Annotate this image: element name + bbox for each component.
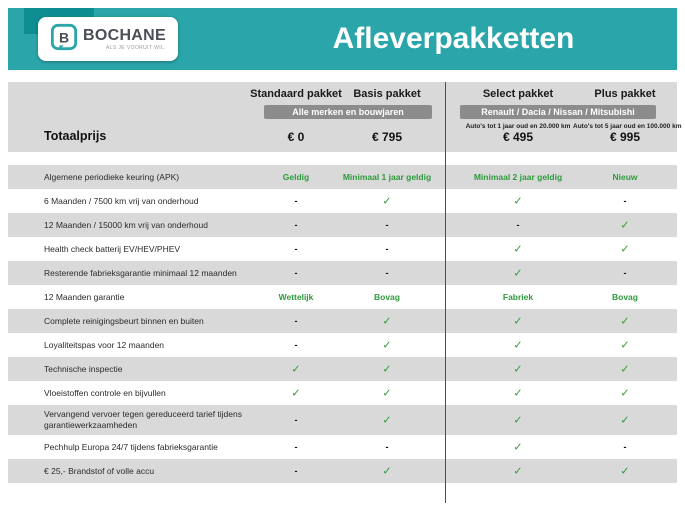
- column-header-select: Select pakket: [482, 88, 554, 100]
- check-icon: ✓: [382, 315, 392, 328]
- check-icon: ✓: [382, 339, 392, 352]
- feature-text-value: Nieuw: [612, 172, 638, 182]
- svg-text:B: B: [58, 29, 70, 46]
- check-icon: ✓: [620, 315, 630, 328]
- header-banner: [8, 8, 677, 70]
- feature-row: [8, 237, 677, 261]
- check-icon: ✓: [291, 387, 301, 400]
- dash-value: -: [294, 316, 298, 326]
- feature-label: 12 Maanden / 15000 km vrij van onderhoud: [44, 219, 208, 230]
- feature-label: Resterende fabrieksgarantie minimaal 12 maanden: [44, 267, 237, 278]
- dash-value: -: [294, 442, 298, 452]
- check-icon: ✓: [513, 339, 523, 352]
- column-header-basis: Basis pakket: [353, 88, 421, 100]
- check-icon: ✓: [620, 387, 630, 400]
- column-divider: [445, 82, 446, 503]
- check-icon: ✓: [382, 465, 392, 478]
- check-icon: ✓: [291, 363, 301, 376]
- table-header: [8, 82, 682, 152]
- dash-value: -: [385, 220, 389, 230]
- check-icon: ✓: [620, 339, 630, 352]
- dash-value: -: [294, 340, 298, 350]
- dash-value: -: [294, 268, 298, 278]
- logo-tagline: ALS JE VOORUIT WIL.: [105, 44, 166, 51]
- dash-value: -: [294, 466, 298, 476]
- check-icon: ✓: [513, 441, 523, 454]
- badge-alle-merken: Alle merken en bouwjaren: [264, 105, 432, 119]
- feature-label: Algemene periodieke keuring (APK): [44, 171, 180, 182]
- feature-text-value: Geldig: [282, 172, 310, 182]
- dash-value: -: [294, 415, 298, 425]
- dash-value: -: [623, 268, 627, 278]
- dash-value: -: [516, 220, 520, 230]
- check-icon: ✓: [513, 315, 523, 328]
- note-plus: Auto's tot 5 jaar oud en 100.000 km: [573, 123, 682, 130]
- check-icon: ✓: [513, 243, 523, 256]
- feature-row: [8, 261, 677, 285]
- feature-row: [8, 381, 677, 405]
- feature-label: Technische inspectie: [44, 363, 123, 374]
- check-icon: ✓: [513, 414, 523, 427]
- feature-text-value: Wettelijk: [278, 292, 314, 302]
- check-icon: ✓: [620, 465, 630, 478]
- feature-row: [8, 213, 677, 237]
- badge-merken-lijst: Renault / Dacia / Nissan / Mitsubishi: [460, 105, 656, 119]
- check-icon: ✓: [513, 363, 523, 376]
- total-price-label: Totaalprijs: [44, 129, 107, 143]
- check-icon: ✓: [513, 195, 523, 208]
- check-icon: ✓: [513, 465, 523, 478]
- feature-row: [8, 405, 677, 435]
- price-select: € 495: [502, 130, 534, 144]
- feature-row: [8, 435, 677, 459]
- price-basis: € 795: [371, 130, 403, 144]
- column-header-plus: Plus pakket: [594, 88, 656, 100]
- feature-row: [8, 333, 677, 357]
- feature-label: Pechhulp Europa 24/7 tijdens fabrieksgarantie: [44, 441, 218, 452]
- dash-value: -: [294, 220, 298, 230]
- feature-row: [8, 309, 677, 333]
- check-icon: ✓: [620, 414, 630, 427]
- feature-text-value: Minimaal 1 jaar geldig: [342, 172, 432, 182]
- feature-label: Complete reinigingsbeurt binnen en buiten: [44, 315, 204, 326]
- check-icon: ✓: [620, 243, 630, 256]
- feature-rows: [8, 165, 677, 483]
- logo-brand-text: BOCHANE: [83, 26, 166, 44]
- check-icon: ✓: [382, 363, 392, 376]
- feature-text-value: Bovag: [374, 292, 400, 302]
- feature-label: 12 Maanden garantie: [44, 291, 125, 302]
- dash-value: -: [294, 196, 298, 206]
- dash-value: -: [294, 244, 298, 254]
- dash-value: -: [385, 442, 389, 452]
- price-plus: € 995: [609, 130, 641, 144]
- check-icon: ✓: [382, 414, 392, 427]
- dash-value: -: [623, 442, 627, 452]
- feature-text-value: Minimaal 2 jaar geldig: [473, 172, 563, 182]
- check-icon: ✓: [620, 219, 630, 232]
- dash-value: -: [385, 268, 389, 278]
- feature-row: [8, 459, 677, 483]
- feature-label: Loyaliteitspas voor 12 maanden: [44, 339, 165, 350]
- check-icon: ✓: [513, 387, 523, 400]
- feature-row: [8, 165, 677, 189]
- feature-row: [8, 189, 677, 213]
- feature-row: [8, 357, 677, 381]
- check-icon: ✓: [382, 195, 392, 208]
- feature-label: Health check batterij EV/HEV/PHEV: [44, 243, 181, 254]
- feature-label: € 25,- Brandstof of volle accu: [44, 465, 155, 476]
- feature-text-value: Bovag: [612, 292, 638, 302]
- feature-label: Vervangend vervoer tegen gereduceerd tarief tijdens garantiewerkzaamheden: [44, 409, 242, 430]
- dash-value: -: [623, 196, 627, 206]
- note-select: Auto's tot 1 jaar oud en 20.000 km: [465, 123, 571, 130]
- feature-text-value: Fabriek: [502, 292, 534, 302]
- column-header-standaard: Standaard pakket: [250, 88, 342, 100]
- check-icon: ✓: [620, 363, 630, 376]
- price-standaard: € 0: [287, 130, 305, 144]
- feature-row: [8, 285, 677, 309]
- bochane-logo-icon: [50, 23, 78, 56]
- dash-value: -: [385, 244, 389, 254]
- feature-label: 6 Maanden / 7500 km vrij van onderhoud: [44, 195, 199, 206]
- feature-label: Vloeistoffen controle en bijvullen: [44, 387, 166, 398]
- check-icon: ✓: [382, 387, 392, 400]
- check-icon: ✓: [513, 267, 523, 280]
- bochane-logo: [38, 17, 178, 61]
- page-title: Afleverpakketten: [332, 22, 575, 55]
